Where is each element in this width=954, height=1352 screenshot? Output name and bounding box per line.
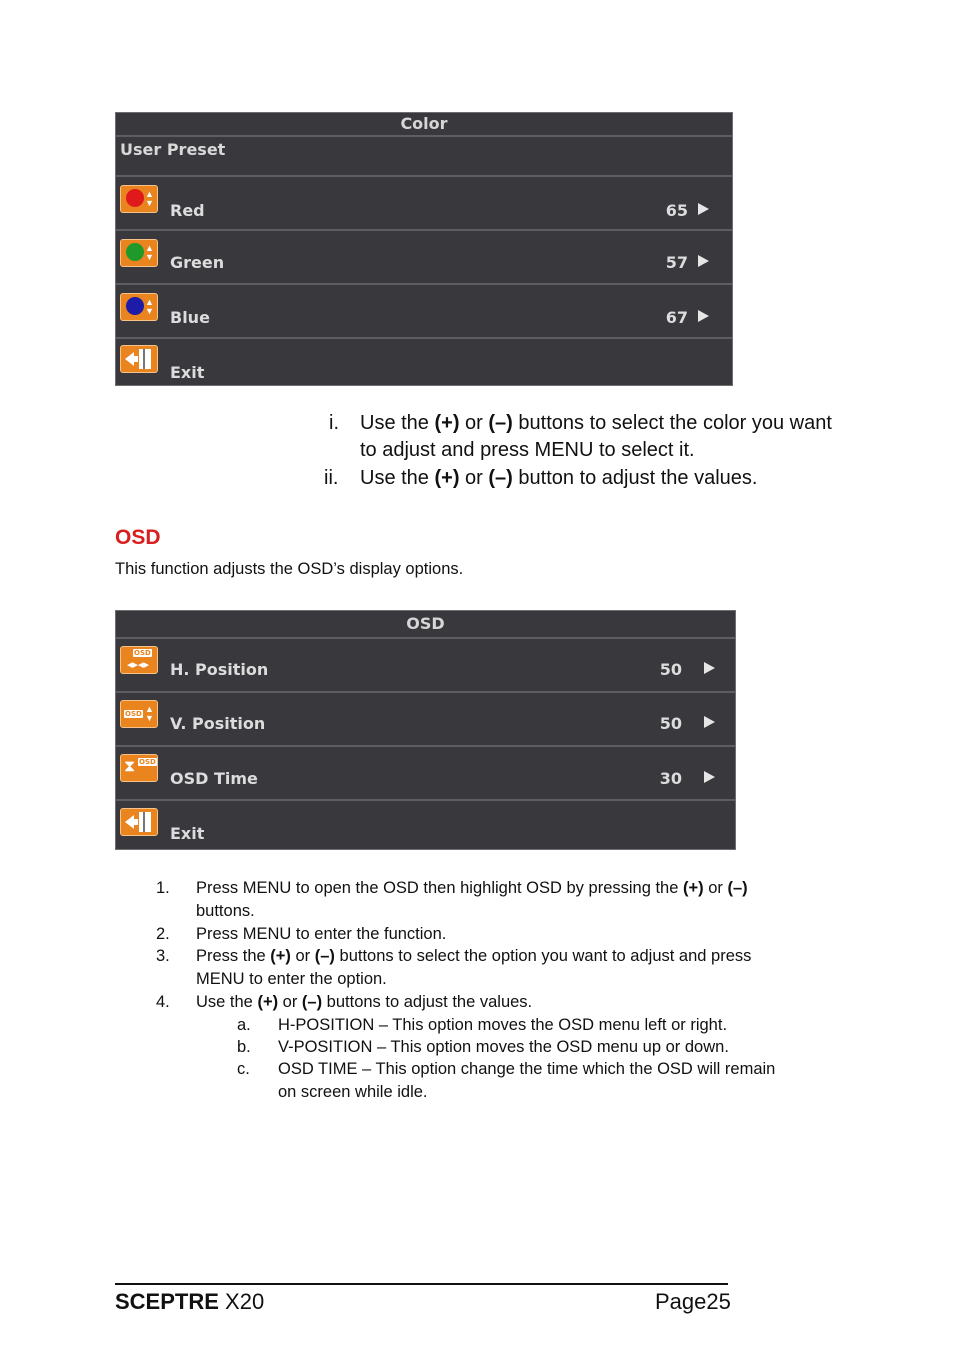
color-menu-title: Color [116, 113, 732, 137]
osd-section-heading: OSD [115, 526, 161, 549]
exit-door-icon [120, 808, 158, 836]
osd-substep-c-letter: c. [237, 1060, 250, 1078]
exit-door-icon-glyph [121, 346, 157, 372]
osd-step-4-num: 4. [156, 993, 170, 1011]
step-text: or [703, 879, 728, 897]
osd-step-4-text [196, 991, 836, 1014]
step-text: buttons to select the option you want to adjust and press [334, 947, 752, 965]
osd-substep-a-text: H-POSITION – This option moves the OSD menu left or right. [278, 1016, 728, 1034]
osd-item-h-position[interactable] [116, 639, 735, 693]
color-step-1 [329, 410, 339, 437]
step-text: OSD TIME – This option change the time which the OSD will remain [278, 1060, 776, 1078]
color-step-2 [324, 465, 338, 492]
minus-key: (–) [314, 947, 335, 965]
color-item-blue[interactable] [116, 285, 732, 339]
color-menu-subtitle: User Preset [116, 137, 732, 177]
footer-brand-model [115, 1289, 264, 1315]
osd-item-label: OSD Time [170, 769, 258, 788]
color-step-1-text [360, 410, 860, 464]
step-text: buttons to select the color you want [512, 412, 832, 434]
plus-key: (+) [270, 947, 291, 965]
osd-tag-text: OSD [134, 649, 151, 657]
step-marker: ii. [324, 467, 339, 489]
step-text: Use the [196, 993, 258, 1011]
osd-substep-b-text: V-POSITION – This option moves the OSD menu up or down. [278, 1038, 729, 1056]
up-down-arrows-icon: ▲ ▼ [145, 189, 154, 208]
right-arrow-icon [698, 310, 709, 322]
blue-dot-icon [126, 297, 144, 315]
osd-step-1-num: 1. [156, 879, 170, 897]
step-text: Use the [360, 467, 435, 489]
step-text-continued: on screen while idle. [278, 1083, 428, 1101]
osd-step-2-num: 2. [156, 925, 170, 943]
blue-color-icon [120, 293, 158, 321]
osd-item-value: 50 [659, 714, 682, 733]
color-item-label: Red [170, 201, 205, 220]
step-text-continued: buttons. [196, 902, 255, 920]
osd-item-value: 30 [659, 769, 682, 788]
green-color-icon [120, 239, 158, 267]
footer-divider [115, 1283, 728, 1285]
step-text: or [290, 947, 315, 965]
step-text: Press MENU to open the OSD then highlight OSD by pressing the [196, 879, 683, 897]
right-arrow-icon [704, 716, 715, 728]
plus-key: (+) [683, 879, 704, 897]
osd-item-label: V. Position [170, 714, 266, 733]
osd-substep-c-text [278, 1058, 838, 1104]
color-item-exit[interactable] [116, 339, 732, 386]
step-text: or [459, 467, 489, 489]
right-arrow-icon [698, 255, 709, 267]
right-arrow-icon [698, 203, 709, 215]
minus-key: (–) [301, 993, 323, 1011]
minus-key: (–) [488, 412, 513, 434]
osd-item-label: H. Position [170, 660, 269, 679]
osd-h-position-icon [120, 646, 158, 674]
up-down-arrows-icon: ▲ ▼ [145, 243, 154, 262]
osd-tag-text: OSD [125, 710, 142, 718]
osd-item-v-position[interactable] [116, 693, 735, 747]
footer-page-number: Page25 [655, 1289, 731, 1314]
color-item-label: Green [170, 253, 225, 272]
step-text: Use the [360, 412, 435, 434]
up-down-arrows-icon: ▲ ▼ [145, 704, 154, 723]
step-text: button to adjust the values. [512, 467, 758, 489]
step-text: or [459, 412, 489, 434]
osd-menu-title: OSD [116, 611, 735, 639]
red-color-icon [120, 185, 158, 213]
osd-step-1-text [196, 877, 836, 923]
plus-key: (+) [434, 412, 460, 434]
color-item-value: 57 [665, 253, 688, 272]
right-arrow-icon [704, 771, 715, 783]
color-item-label: Blue [170, 308, 210, 327]
plus-key: (+) [434, 467, 460, 489]
step-text-continued: MENU to enter the option. [196, 970, 387, 988]
left-right-arrows-icon: ◂▸◂▸ [127, 659, 150, 671]
osd-item-exit[interactable] [116, 801, 735, 850]
minus-key: (–) [488, 467, 513, 489]
osd-step-3-text [196, 945, 836, 991]
hourglass-icon: ⧗ [124, 758, 136, 775]
step-text: Press the [196, 947, 271, 965]
step-text: buttons to adjust the values. [322, 993, 533, 1011]
exit-label: Exit [170, 824, 205, 843]
osd-section-intro: This function adjusts the OSD’s display options. [115, 560, 464, 578]
minus-key: (–) [727, 879, 748, 897]
color-step-2-text [360, 465, 860, 492]
osd-substep-b-letter: b. [237, 1038, 251, 1056]
color-item-value: 67 [665, 308, 688, 327]
osd-step-2-text [196, 923, 836, 946]
step-text: or [278, 993, 302, 1011]
osd-menu-screenshot [115, 610, 736, 850]
osd-step-3-num: 3. [156, 947, 170, 965]
green-dot-icon [126, 243, 144, 261]
osd-tag-text: OSD [139, 758, 156, 766]
step-text: Press MENU to enter the function. [196, 925, 447, 943]
red-dot-icon [126, 189, 144, 207]
osd-v-position-icon [120, 700, 158, 728]
exit-door-icon [120, 345, 158, 373]
osd-item-value: 50 [659, 660, 682, 679]
up-down-arrows-icon: ▲ ▼ [145, 297, 154, 316]
osd-item-osd-time[interactable] [116, 747, 735, 801]
plus-key: (+) [257, 993, 279, 1011]
footer-brand: SCEPTRE [115, 1289, 219, 1314]
footer-model: X20 [225, 1289, 265, 1314]
step-marker: i. [329, 412, 339, 434]
step-text-continued: to adjust and press MENU to select it. [360, 439, 695, 461]
color-item-value: 65 [665, 201, 688, 220]
right-arrow-icon [704, 662, 715, 674]
color-menu-screenshot [115, 112, 733, 386]
exit-door-icon-glyph [121, 809, 157, 835]
color-item-red[interactable] [116, 177, 732, 231]
exit-label: Exit [170, 363, 205, 382]
color-item-green[interactable] [116, 231, 732, 285]
osd-substep-a-letter: a. [237, 1016, 251, 1034]
osd-time-icon [120, 754, 158, 782]
